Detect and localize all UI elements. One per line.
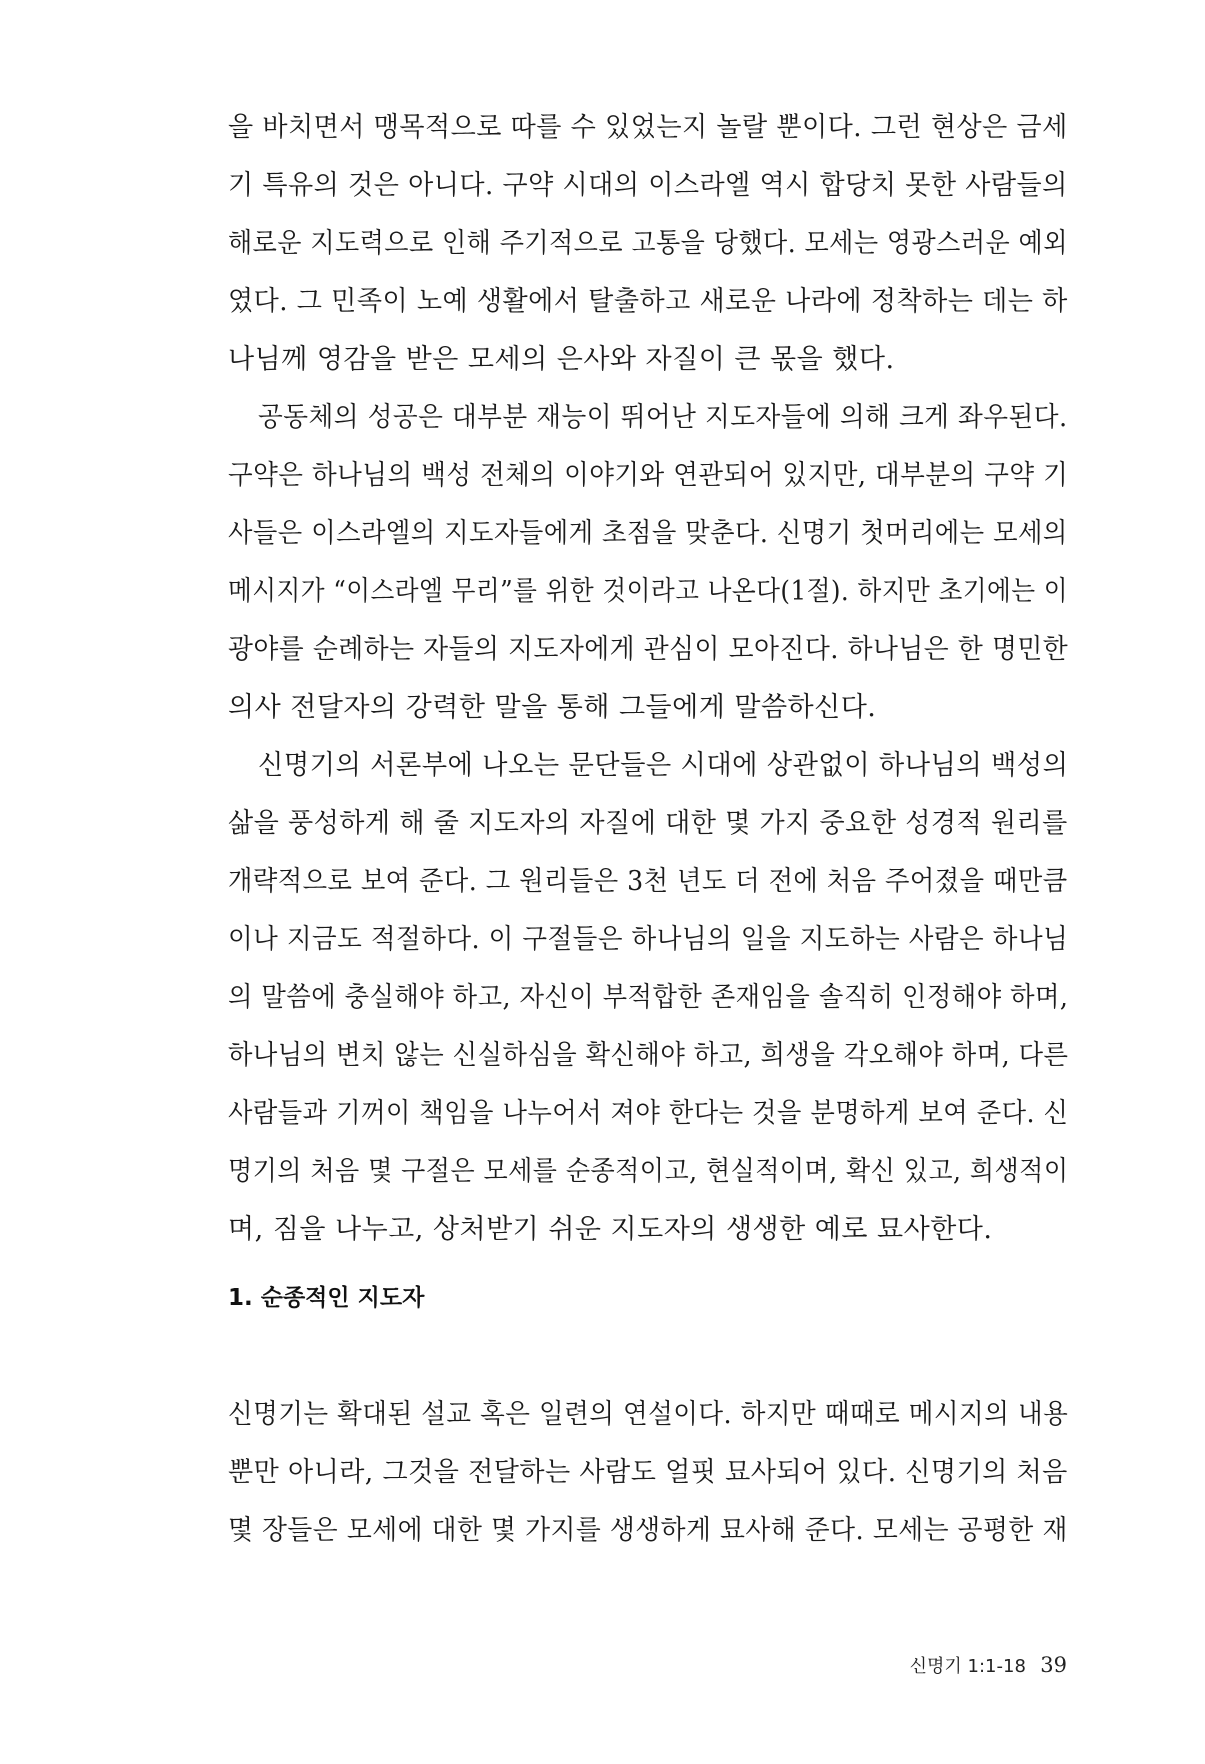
text-line: 신명기의 서론부에 나오는 문단들은 시대에 상관없이 하나님의 백성의 [258, 750, 1069, 781]
text-line: 개략적으로 보여 준다. 그 원리들은 3천 년도 더 전에 처음 주어졌을 때만큼 [228, 866, 1068, 897]
text-line: 하나님의 변치 않는 신실하심을 확신해야 하고, 희생을 각오해야 하며, 다른 [228, 1040, 1069, 1071]
text-line: 사람들과 기꺼이 책임을 나누어서 져야 한다는 것을 분명하게 보여 준다. 신 [228, 1098, 1069, 1129]
text-line: 사들은 이스라엘의 지도자들에게 초점을 맞춘다. 신명기 첫머리에는 모세의 [228, 518, 1068, 549]
text-line: 이나 지금도 적절하다. 이 구절들은 하나님의 일을 지도하는 사람은 하나님 [228, 924, 1069, 955]
text-line: 메시지가 “이스라엘 무리”를 위한 것이라고 나온다(1절). 하지만 초기에는 이 [228, 576, 1069, 607]
page-number: 39 [1040, 1653, 1067, 1677]
text-line: 뿐만 아니라, 그것을 전달하는 사람도 얼핏 묘사되어 있다. 신명기의 처음 [228, 1457, 1068, 1488]
text-line: 의사 전달자의 강력한 말을 통해 그들에게 말씀하신다. [228, 692, 877, 723]
text-line: 기 특유의 것은 아니다. 구약 시대의 이스라엘 역시 합당치 못한 사람들의 [228, 170, 1068, 201]
chapter-reference: 신명기 1:1-18 [909, 1656, 1026, 1677]
text-line: 몇 장들은 모세에 대한 몇 가지를 생생하게 묘사해 준다. 모세는 공평한 재 [228, 1515, 1068, 1546]
text-line: 해로운 지도력으로 인해 주기적으로 고통을 당했다. 모세는 영광스러운 예외 [228, 228, 1068, 259]
text-line: 공동체의 성공은 대부분 재능이 뛰어난 지도자들에 의해 크게 좌우된다. [258, 402, 1068, 433]
section-heading: 1. 순종적인 지도자 [228, 1285, 425, 1311]
text-line: 신명기는 확대된 설교 혹은 일련의 연설이다. 하지만 때때로 메시지의 내용 [228, 1399, 1069, 1430]
text-line: 광야를 순례하는 자들의 지도자에게 관심이 모아진다. 하나님은 한 명민한 [228, 634, 1069, 665]
text-line: 명기의 처음 몇 구절은 모세를 순종적이고, 현실적이며, 확신 있고, 희생적이 [228, 1156, 1069, 1187]
text-line: 였다. 그 민족이 노예 생활에서 탈출하고 새로운 나라에 정착하는 데는 하 [228, 286, 1068, 317]
text-line: 삶을 풍성하게 해 줄 지도자의 자질에 대한 몇 가지 중요한 성경적 원리를 [228, 808, 1068, 839]
text-line: 나님께 영감을 받은 모세의 은사와 자질이 큰 몫을 했다. [228, 344, 895, 375]
text-line: 며, 짐을 나누고, 상처받기 쉬운 지도자의 생생한 예로 묘사한다. [228, 1214, 993, 1245]
text-line: 의 말씀에 충실해야 하고, 자신이 부적합한 존재임을 솔직히 인정해야 하며, [228, 982, 1069, 1013]
text-line: 을 바치면서 맹목적으로 따를 수 있었는지 놀랄 뿐이다. 그런 현상은 금세 [228, 112, 1068, 143]
text-line: 구약은 하나님의 백성 전체의 이야기와 연관되어 있지만, 대부분의 구약 기 [228, 460, 1069, 491]
page-footer [910, 1652, 1067, 1680]
